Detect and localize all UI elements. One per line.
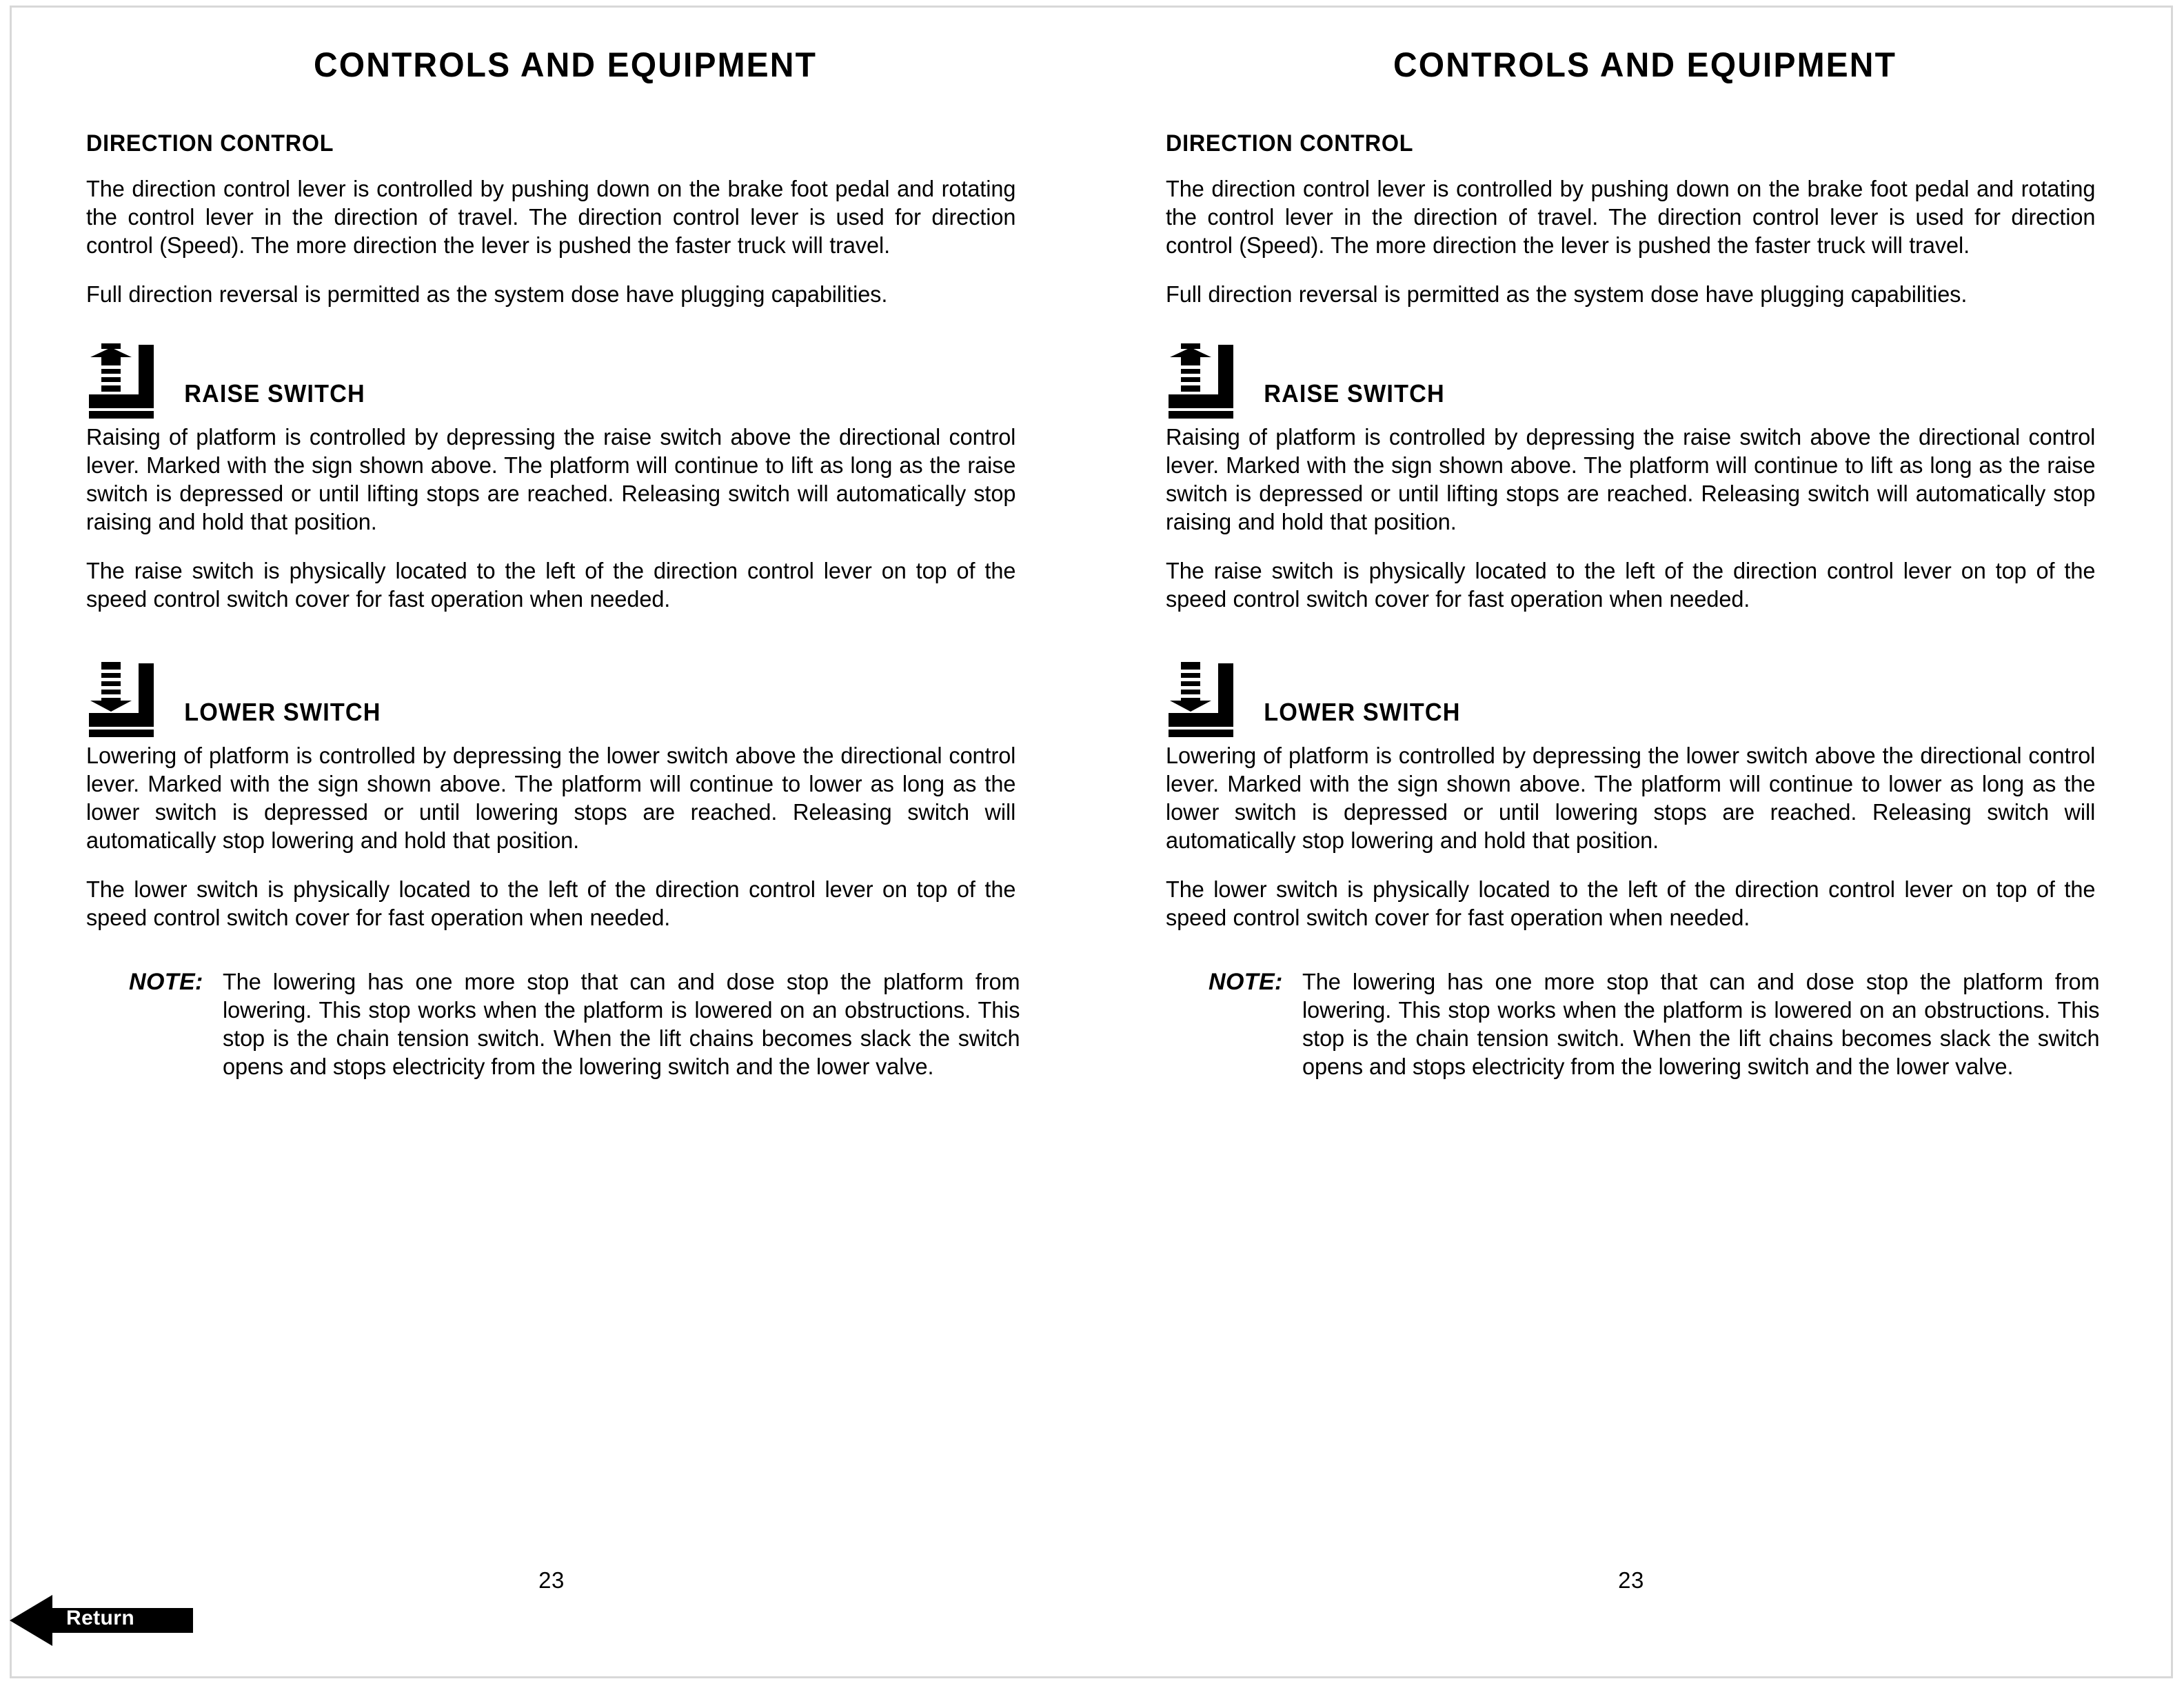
note-block <box>1166 968 2124 1081</box>
lower-switch-heading <box>86 648 1044 739</box>
page-number-right: 23 <box>1618 1567 1644 1593</box>
page-title: CONTROLS AND EQUIPMENT <box>1393 46 1897 84</box>
page-number-left: 23 <box>538 1567 565 1593</box>
direction-control-paragraph-1: The direction control lever is controlled by pushing down on the brake foot pedal and rotating the control lever in the direction of travel. The direction control lever is used for direction control (Speed). The more direction the lever is pushed the faster truck will travel. <box>86 177 1016 259</box>
left-arrow-icon[interactable] <box>10 1593 194 1648</box>
return-button-label: Return <box>66 1607 135 1629</box>
lower-switch-icon <box>86 650 161 739</box>
raise-switch-label: RAISE SWITCH <box>184 379 365 408</box>
raise-switch-icon <box>1166 331 1240 421</box>
raise-switch-heading <box>1166 330 2124 421</box>
note-text: The lowering has one more stop that can and dose stop the platform from lowering. This stop works when the platform is lowered on an obstructions. This stop is the chain tension switch. When the lift chains becomes slack the switch opens and stops electricity from the lowering switch and the lower valve. <box>222 969 1020 1080</box>
page-left <box>12 8 1091 1676</box>
raise-switch-icon <box>86 331 161 421</box>
direction-control-paragraph-1: The direction control lever is controlled by pushing down on the brake foot pedal and rotating the control lever in the direction of travel. The direction control lever is used for direction control (Speed). The more direction the lever is pushed the faster truck will travel. <box>1166 177 2096 259</box>
lower-switch-paragraph-1: Lowering of platform is controlled by depressing the lower switch above the directional control lever. Marked with the sign shown above. The platform will continue to lower as long as the lower switch is depressed or until lowering stops are reached. Releasing switch will automatically stop lowering and hold that position. <box>1166 743 2096 854</box>
direction-control-paragraph-2: Full direction reversal is permitted as the system dose have plugging capabilities. <box>1166 282 1968 308</box>
document-frame <box>10 6 2173 1678</box>
section-heading-direction-control: DIRECTION CONTROL <box>1166 130 1414 157</box>
raise-switch-paragraph-1: Raising of platform is controlled by depressing the raise switch above the directional control lever. Marked with the sign shown above. The platform will continue to lift as long as the raise switch is depressed or until lifting stops are reached. Releasing switch will automatically stop raising and hold that position. <box>1166 425 2096 535</box>
raise-switch-label: RAISE SWITCH <box>1264 379 1445 408</box>
page-right-content <box>1166 45 2124 1081</box>
two-page-spread <box>12 8 2171 1676</box>
lower-switch-paragraph-2: The lower switch is physically located to the left of the direction control lever on top of the speed control switch cover for fast operation when needed. <box>1166 877 2096 931</box>
raise-switch-heading <box>86 330 1044 421</box>
return-button[interactable] <box>10 1593 194 1648</box>
section-heading-direction-control: DIRECTION CONTROL <box>86 130 334 157</box>
page-title: CONTROLS AND EQUIPMENT <box>313 46 818 84</box>
raise-switch-paragraph-1: Raising of platform is controlled by depressing the raise switch above the directional control lever. Marked with the sign shown above. The platform will continue to lift as long as the raise switch is depressed or until lifting stops are reached. Releasing switch will automatically stop raising and hold that position. <box>86 425 1016 535</box>
lower-switch-label: LOWER SWITCH <box>184 698 381 726</box>
note-label: NOTE: <box>129 969 203 995</box>
lower-switch-icon <box>1166 650 1240 739</box>
raise-switch-paragraph-2: The raise switch is physically located to the left of the direction control lever on top of the speed control switch cover for fast operation when needed. <box>86 559 1016 612</box>
lower-switch-label: LOWER SWITCH <box>1264 698 1461 726</box>
direction-control-paragraph-2: Full direction reversal is permitted as the system dose have plugging capabilities. <box>86 282 888 308</box>
page-left-content <box>86 45 1044 1081</box>
note-block <box>86 968 1044 1081</box>
note-label: NOTE: <box>1209 969 1283 995</box>
note-text: The lowering has one more stop that can and dose stop the platform from lowering. This stop works when the platform is lowered on an obstructions. This stop is the chain tension switch. When the lift chains becomes slack the switch opens and stops electricity from the lowering switch and the lower valve. <box>1302 969 2100 1080</box>
lower-switch-paragraph-2: The lower switch is physically located to the left of the direction control lever on top of the speed control switch cover for fast operation when needed. <box>86 877 1016 931</box>
page-right <box>1091 8 2171 1676</box>
raise-switch-paragraph-2: The raise switch is physically located to the left of the direction control lever on top of the speed control switch cover for fast operation when needed. <box>1166 559 2096 612</box>
lower-switch-paragraph-1: Lowering of platform is controlled by depressing the lower switch above the directional control lever. Marked with the sign shown above. The platform will continue to lower as long as the lower switch is depressed or until lowering stops are reached. Releasing switch will automatically stop lowering and hold that position. <box>86 743 1016 854</box>
lower-switch-heading <box>1166 648 2124 739</box>
